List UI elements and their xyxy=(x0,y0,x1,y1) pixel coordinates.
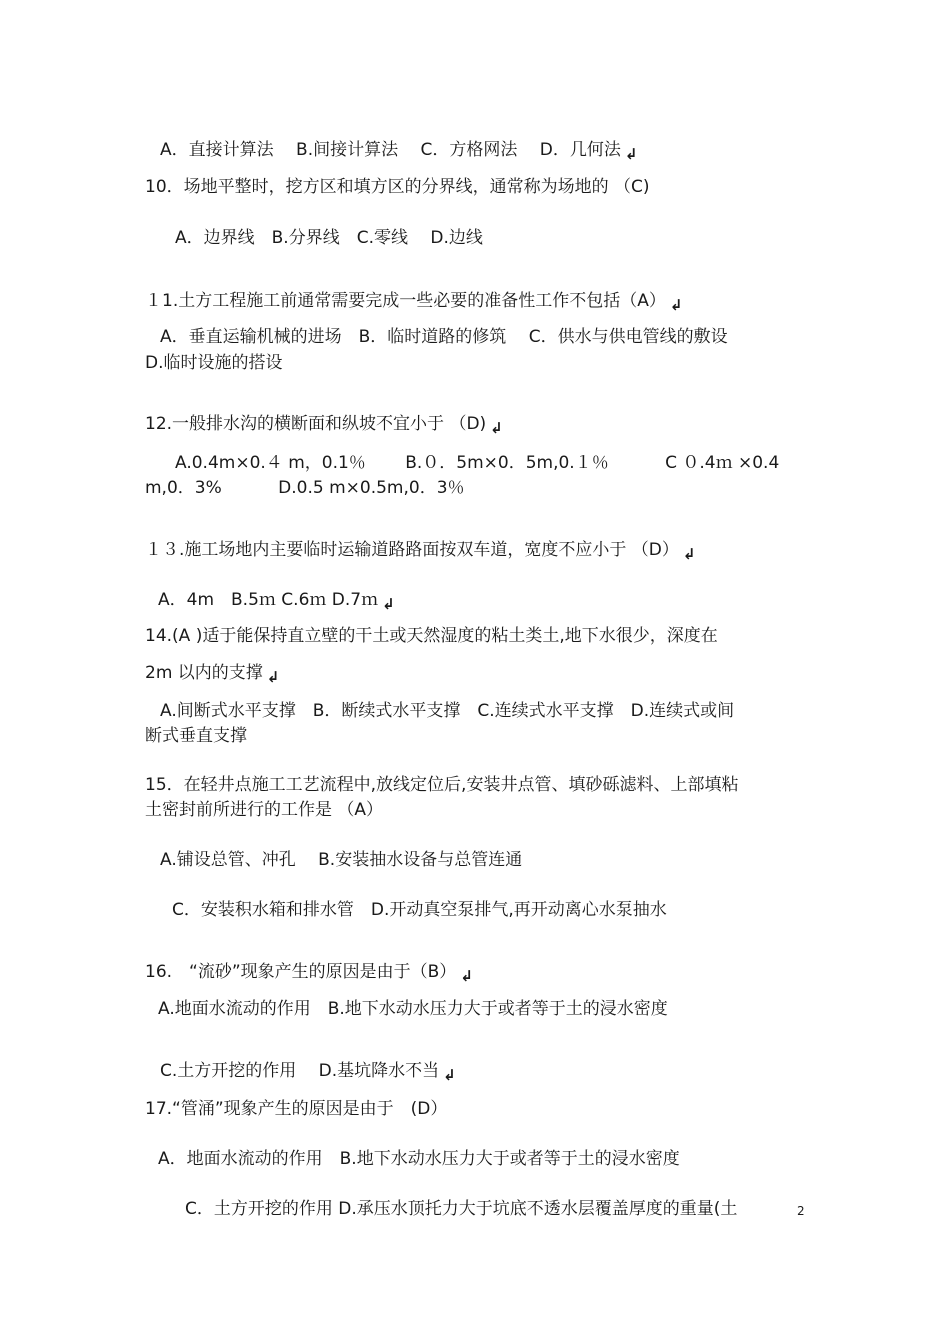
text-line xyxy=(172,898,667,922)
text-line xyxy=(145,960,473,984)
line-text: A．边界线 B.分界线 C.零线 D.边线 xyxy=(175,228,483,248)
text-line xyxy=(145,798,383,822)
return-mark-icon: ↲ xyxy=(460,967,473,985)
text-line xyxy=(160,1059,456,1083)
text-line xyxy=(175,451,779,475)
line-text: A.0.4m×0.４ m，0.1％ B.０．5m×0．5m,0.１％ C ０.4ｍ ×0.4 xyxy=(175,453,780,473)
line-text: 14.(A )适于能保持直立壁的干土或天然湿度的粘土类土,地下水很少，深度在 xyxy=(145,626,718,646)
return-mark-icon: ↲ xyxy=(382,595,395,613)
page-number: 2 xyxy=(797,1204,805,1218)
text-line xyxy=(145,773,738,797)
text-line xyxy=(145,1097,447,1121)
line-text: １1.土方工程施工前通常需要完成一些必要的准备性工作不包括（A） xyxy=(145,291,666,311)
text-line xyxy=(160,138,637,162)
text-line xyxy=(145,624,718,648)
line-text: 2m 以内的支撑 xyxy=(145,663,263,683)
line-text: A.地面水流动的作用 B.地下水动水压力大于或者等于土的浸水密度 xyxy=(158,999,668,1019)
text-line xyxy=(145,476,465,500)
text-line xyxy=(145,412,503,436)
line-text: 15．在轻井点施工工艺流程中,放线定位后,安装井点管、填砂砾滤料、上部填粘 xyxy=(145,775,739,795)
return-mark-icon: ↲ xyxy=(266,668,280,686)
line-text: A．垂直运输机械的进场 B．临时道路的修筑 C．供水与供电管线的敷设 xyxy=(160,327,728,347)
text-line xyxy=(160,848,522,872)
text-line xyxy=(175,226,483,250)
line-text: A.铺设总管、冲孔 B.安装抽水设备与总管连通 xyxy=(160,850,523,870)
line-text: C.土方开挖的作用 D.基坑降水不当 xyxy=(160,1061,440,1081)
text-line xyxy=(158,1147,680,1171)
line-text: D.临时设施的搭设 xyxy=(145,353,283,373)
return-mark-icon: ↲ xyxy=(443,1066,456,1084)
text-line xyxy=(160,325,728,349)
line-text: C．安装积水箱和排水管 D.开动真空泵排气,再开动离心水泵抽水 xyxy=(172,900,667,920)
line-text: １３.施工场地内主要临时运输道路路面按双车道，宽度不应小于 （D） xyxy=(145,540,679,560)
return-mark-icon: ↲ xyxy=(669,296,683,314)
text-line xyxy=(145,724,247,748)
return-mark-icon: ↲ xyxy=(624,145,638,163)
text-line xyxy=(145,351,283,375)
line-text: A．地面水流动的作用 B.地下水动水压力大于或者等于土的浸水密度 xyxy=(158,1149,680,1169)
line-text: C．土方开挖的作用 D.承压水顶托力大于坑底不透水层覆盖厚度的重量(土 xyxy=(185,1199,738,1219)
text-line xyxy=(145,289,682,313)
line-text: A．4m B.5ｍ C.6ｍ D.7ｍ xyxy=(158,590,379,610)
line-text: 断式垂直支撑 xyxy=(145,726,247,746)
line-text: 12.一般排水沟的横断面和纵坡不宜小于 （D) xyxy=(145,414,487,434)
text-line xyxy=(145,661,279,685)
text-line xyxy=(145,175,650,199)
line-text: m,0．3% D.0.5 m×0.5m,0．3％ xyxy=(145,478,465,498)
text-line xyxy=(145,538,695,562)
return-mark-icon: ↲ xyxy=(682,545,696,563)
line-text: 16. “流砂”现象产生的原因是由于（B） xyxy=(145,962,457,982)
line-text: 10．场地平整时，挖方区和填方区的分界线，通常称为场地的 （C) xyxy=(145,177,650,197)
return-mark-icon: ↲ xyxy=(490,419,503,437)
text-line xyxy=(158,997,668,1021)
text-line xyxy=(185,1197,737,1221)
line-text: 土密封前所进行的工作是 （A） xyxy=(145,800,384,820)
text-line xyxy=(160,699,734,723)
line-text: A.间断式水平支撑 B．断续式水平支撑 C.连续式水平支撑 D.连续式或间 xyxy=(160,701,735,721)
line-text: 17.“管涌”现象产生的原因是由于 (D） xyxy=(145,1099,448,1119)
line-text: A．直接计算法 B.间接计算法 C．方格网法 D．几何法 xyxy=(160,140,621,160)
text-line xyxy=(158,588,395,612)
